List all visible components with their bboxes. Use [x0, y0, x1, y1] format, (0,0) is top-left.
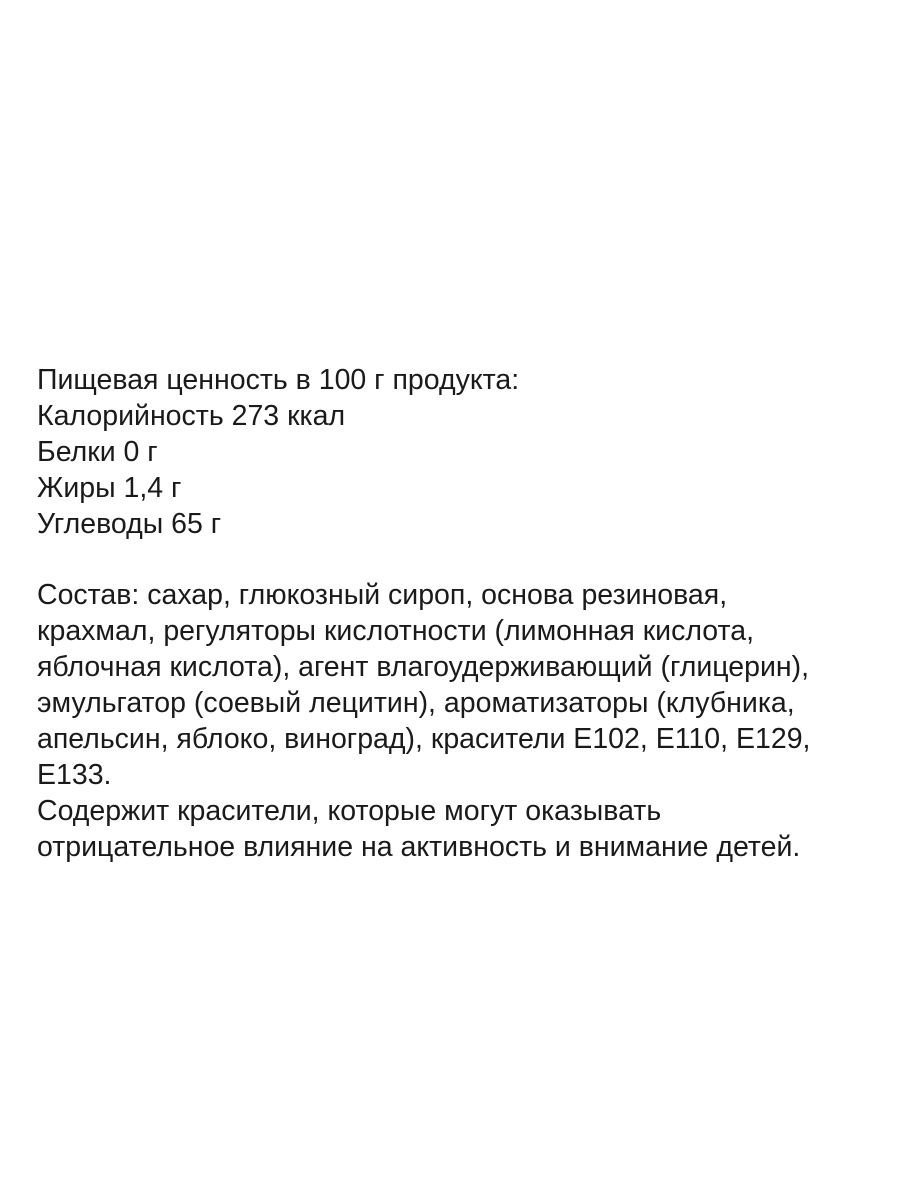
- warning-line: отрицательное влияние на активность и внимание детей.: [37, 831, 801, 863]
- composition-line: крахмал, регуляторы кислотности (лимонная кислота,: [37, 615, 755, 647]
- composition-section: [37, 577, 877, 793]
- protein-line: Белки 0 г: [37, 436, 158, 468]
- composition-line: Состав: сахар, глюкозный сироп, основа резиновая,: [37, 579, 728, 611]
- nutrition-heading: Пищевая ценность в 100 г продукта:: [37, 364, 520, 396]
- composition-line: эмульгатор (соевый лецитин), ароматизаторы (клубника,: [37, 687, 795, 719]
- composition-line: апельсин, яблоко, виноград), красители Е102, Е110, Е129,: [37, 723, 811, 755]
- carbs-line: Углеводы 65 г: [37, 508, 222, 540]
- warning-line: Содержит красители, которые могут оказывать: [37, 795, 662, 827]
- nutrition-section: [37, 362, 877, 542]
- warning-section: [37, 793, 877, 865]
- product-info: [37, 362, 877, 865]
- composition-line: яблочная кислота), агент влагоудерживающий (глицерин),: [37, 651, 810, 683]
- composition-line: Е133.: [37, 759, 112, 791]
- fat-line: Жиры 1,4 г: [37, 472, 182, 504]
- calories-line: Калорийность 273 ккал: [37, 400, 346, 432]
- section-spacer: [37, 542, 877, 577]
